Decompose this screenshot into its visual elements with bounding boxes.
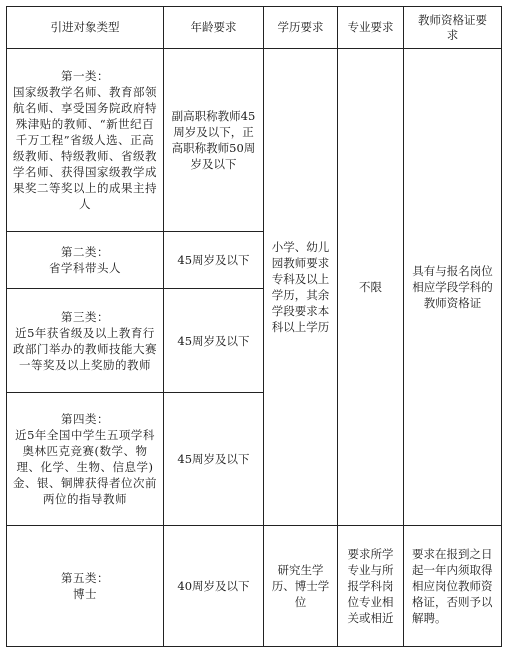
education-merged-cell: 小学、幼儿园教师要求专科及以上学历，其余学段要求本科以上学历: [264, 49, 338, 526]
category-desc: 省学科带头人: [49, 261, 121, 275]
category-title: 第一类：: [61, 69, 109, 83]
major-cell: 要求所学专业与所报学科岗位专业相关或相近: [338, 526, 404, 647]
header-row: [7, 7, 502, 49]
major-merged-cell: 不限: [338, 49, 404, 526]
certificate-merged-cell: 具有与报名岗位相应学段学科的教师资格证: [404, 49, 502, 526]
category-cell: [7, 526, 164, 647]
header-education: 学历要求: [264, 7, 338, 49]
header-certificate: 教师资格证要求: [404, 7, 502, 49]
category-cell: [7, 289, 164, 393]
category-title: 第五类：: [61, 571, 109, 585]
category-cell: [7, 393, 164, 526]
header-age: 年龄要求: [164, 7, 264, 49]
category-desc: 国家级教学名师、教育部领航名师、享受国务院政府特殊津贴的教师、“新世纪百千万工程”省级人选、正高级教师、特级教师、省级教学名师、获得国家级教学成果奖二等奖以上的成果主持人: [13, 85, 157, 211]
category-desc: 近5年获省级及以上教育行政部门举办的教师技能大赛一等奖及以上奖励的教师: [13, 325, 157, 372]
certificate-cell: 要求在报到之日起一年内须取得相应岗位教师资格证，否则予以解聘。: [404, 526, 502, 647]
table-row: [7, 526, 502, 647]
header-category: 引进对象类型: [7, 7, 164, 49]
category-desc: 近5年全国中学生五项学科奥林匹克竞赛(数学、物理、化学、生物、信息学)金、银、铜牌获得者位次前两位的指导教师: [13, 428, 157, 506]
category-title: 第四类：: [61, 412, 109, 426]
table-row: [7, 49, 502, 232]
age-cell: 45周岁及以下: [164, 289, 264, 393]
education-cell: 研究生学历、博士学位: [264, 526, 338, 647]
category-title: 第二类：: [61, 245, 109, 259]
age-cell: 40周岁及以下: [164, 526, 264, 647]
category-cell: [7, 49, 164, 232]
age-cell: 45周岁及以下: [164, 232, 264, 289]
age-cell: 副高职称教师45周岁及以下，正高职称教师50周岁及以下: [164, 49, 264, 232]
category-desc: 博士: [73, 587, 97, 601]
category-title: 第三类：: [61, 309, 109, 324]
header-major: 专业要求: [338, 7, 404, 49]
age-cell: 45周岁及以下: [164, 393, 264, 526]
requirements-table: [6, 6, 502, 647]
category-cell: [7, 232, 164, 289]
